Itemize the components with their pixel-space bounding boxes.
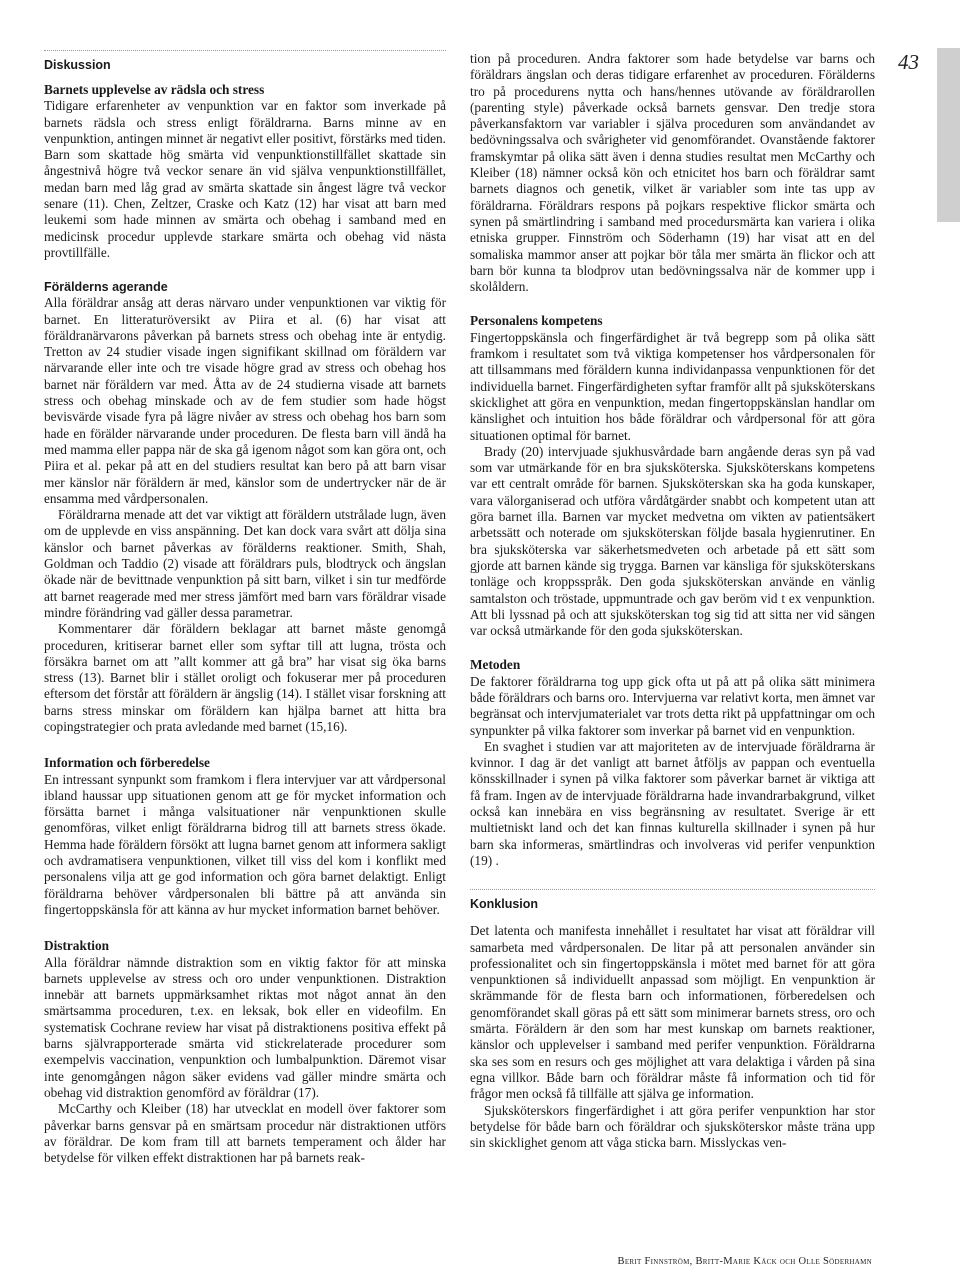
- section-title-diskussion: Diskussion: [44, 58, 111, 72]
- paragraph: Det latenta och manifesta innehållet i resultatet har visat att föräldrar vill samarbeta med vårdpersonalen. De litar på att personalen använder sin professionalitet och sin fingertoppskänsla i mötet med barnet för att göra venpunktionen så individuellt anpassad som möjligt. En venpunktion är skrämmande för de flesta barn och informationen, förberedelsen och genomförandet skall göras på ett sätt som minimerar barnets stress, oro och smärta. Föräldern är den som har mest kunskap om barnets reaktioner, känslor och upplevelser i samband med perifer venpunktion. Föräldrarna ska ses som en resurs och ges möjlighet att vara delaktiga i vården på sina egna villkor. Både barn och föräldrar måste få information och tid för frågor men också få tillfälle att själva ge information.: [470, 923, 875, 1102]
- paragraph: Fingertoppskänsla och fingerfärdighet är två begrepp som på olika sätt framkom i resultatet som två viktiga kompetenser hos vårdpersonalen för att tillsammans med föräldern kunna individanpassa venpunktionen för det individuella barnet. Fingerfärdigheten syftar framför allt på sjuksköterskans skicklighet att göra en venpunktion, medan fingertoppskänslan handlar om känslighet och intuition hos både föräldrar och vårdpersonal för att göra situationen optimal för barnet.: [470, 329, 875, 443]
- heading-metoden: Metoden: [470, 657, 521, 673]
- paragraph: De faktorer föräldrarna tog upp gick ofta ut på att på olika sätt minimera både föräldrars och barns oro. Intervjuerna var relativt korta, men ämnet var begränsat och intervjumaterialet var trots detta rikt på uppfattningar om och synpunkter på vilka faktorer som inverkar på barnet vid en venpunktion.: [470, 673, 876, 738]
- paragraph: Kommentarer där föräldern beklagar att barnet måste genomgå proceduren, kritiserar barnet eller som syftar till att lugna, trösta och försäkra barnet om att ”allt kommer att gå bra” har visat sig öka barns stress (13). Barnet blir i stället oroligt och fokuserar mer på proceduren eftersom det förstår att föräldern är ängslig (14). I stället visar forskning att barns stress minskar om föräldern kan hjälpa barnet att hitta bra copingstrategier och prata avledande med barnet (15,16).: [44, 621, 446, 734]
- right-column: [470, 0, 875, 1151]
- heading-distraktion: Distraktion: [44, 938, 110, 954]
- heading-barnets-upplevelse: Barnets upplevelse av rädsla och stress: [44, 82, 265, 97]
- paragraph: Alla föräldrar ansåg att deras närvaro under venpunktionen var viktig för barnet. En litteraturöversikt av Piira et al. (6) har visat att föräldranärvarons påverkan på barnets stress och obehag inte är entydig. Tretton av 24 studier visade ingen signifikant skillnad om föräldern var närvarande eller inte och tre visade högre grad av stress och obehag hos barnet när föräldern var med. Åtta av de 24 studierna visade att barnets stress och obehag minskade och av de fem studier som hade högst bevisvärde visade fyra på lägre nivåer av stress och obehag hos barn som hade en förälder närvarande under proceduren. De flesta barn vill ändå ha med mamma eller pappa när de ska gå igenom något som kan göra ont, och Piira et al. pekar på att en del studiers resultat kan bero på att barn visar mer känslor när föräldern är med, känslor som de undertrycker när de är ensamma med vårdpersonalen.: [44, 295, 446, 506]
- page-footer-authors: Berit Finnström, Britt-Marie Käck och Olle Söderhamn: [617, 1256, 872, 1267]
- paragraph: Föräldrarna menade att det var viktigt att föräldern utstrålade lugn, även om de upplevde en viss anspänning. Det kan dock vara svårt att dölja sina känslor och barnet påverkas av förälderns reaktioner. Smith, Shah, Goldman och Taddio (2) visade att föräldrars puls, blodtryck och ängslan ökade när de bevittnade venpunktion på sitt barn, vilket i sin tur medförde att barnet reagerade med mer stress jämfört med barn vars föräldrar visade mindre förändring vad gäller dessa parametrar.: [44, 507, 446, 620]
- paragraph: Tidigare erfarenheter av venpunktion var en faktor som inverkade på barnets rädsla och stress enligt föräldrarna. Barns minne av en venpunktion, antingen minnet är negativt eller positivt, förstärks med tiden. Barn som skattade hög smärta vid venpunktionstillfället skattade sin ångestnivå högre två veckor senare än vid själva venpunktionstillfället, medan barn med låg grad av smärta skattade sin ångest lägre två veckor senare (11). Chen, Zeltzer, Craske och Katz (12) har visat att barn med leukemi som hade minnen av smärta och obehag i samband med en medicinsk procedur upplevde starkare smärta och obehag vid nästa provtillfälle.: [44, 98, 446, 260]
- section-rule: [470, 889, 875, 890]
- paragraph: Brady (20) intervjuade sjukhusvårdade barn angående deras syn på vad som var utmärkande för en bra sjuksköterska. Sjuksköterskans kompetens var ett centralt område för barnen. Sjuksköterskan ska ha goda kunskaper, vara välorganiserad och utföra vårdåtgärder snabbt och kompetent utan att göra barnet illa. Barnen var mycket medvetna om vikten av patientsäkert arbetssätt och noterade om sjuksköterskan följde basala hygienrutiner. En bra sjuksköterska var säkerhetsmedveten och arbetade på ett sätt som gjorde att barnen kände sig trygga. Barnen var känsliga för sjuksköterskans tonläge och kroppsspråk. Den goda sjuksköterskan använde en vänlig samtalston och tröstade, uppmuntrade och gav beröm vid t ex venpunktion. Att bli lyssnad på och att sjuksköterskan tog sig tid att sitta ner vid sängen var också utmärkande för den goda sjuksköterskan.: [470, 443, 875, 639]
- paragraph: tion på proceduren. Andra faktorer som hade betydelse var barns och föräldrars ängslan och deras tidigare erfarenhet av proceduren. Förälderns tro på procedurens nytta och hans/hennes utövande av föräldrarollen (parenting style) påverkade också barnets gensvar. Den tredje stora påverkansfaktorn var variabler i själva proceduren som användandet av bedövningssalva och svårigheter vid genomförandet. Ovanstående faktorer framskymtar på olika sätt även i denna studies resultat men McCarthy och Kleiber (18) nämner också kön och etnicitet hos barn och föräldrar samt barnets diagnos och genetik, vilket är variabler som inte tas upp av föräldrarna. Föräldrars respons på pojkars respektive flickor smärta och synen på smärtlindring i samband med procedursmärta kan variera i olika etniska grupper. Finnström och Söderhamn (19) har visat att en del somaliska mammor anser att pojkar bör tåla mer smärta än flickor och att barn bör kunna ta blodprov utan bedövningssalva när de kommer upp i skolåldern.: [470, 51, 875, 295]
- heading-personalens-kompetens: Personalens kompetens: [470, 313, 603, 329]
- paragraph: En svaghet i studien var att majoriteten av de intervjuade föräldrarna är kvinnor. I dag är det vanligt att barnet åtföljs av pappan och eventuella könsskillnader i synen på vilka faktorer som påverkar barnet är viktiga att få fram. Ingen av de intervjuade föräldrarna hade invandrarbakgrund, vilket också kan innebära en viss begränsning av resultatet. Sverige är ett multietniskt land och det kan finnas kulturella skillnader i synen på hur barn ska informeras, smärtlindras och involveras vid perifer venpunktion (19) .: [470, 738, 875, 868]
- paragraph: En intressant synpunkt som framkom i flera intervjuer var att vårdpersonal ibland haussar upp situationen genom att ge för mycket information och försätta barnet i många valsituationer när venpunktionen skulle genomföras, vilket enligt föräldrarna bidrog till att barnets stress ökade. Hemma hade föräldern försökt att lugna barnet genom att informera sakligt och avdramatisera venpunktionen, vilket till viss del kom i konflikt med personalens vilja att ge god information och göra barnet delaktigt. Enligt föräldrarna behöver vårdpersonalen bli bättre på att använda sin fingertoppskänsla för att känna av hur mycket information barnet behöver.: [44, 771, 446, 917]
- section-rule: [44, 50, 446, 51]
- paragraph: Sjuksköterskors fingerfärdighet i att göra perifer venpunktion har stor betydelse för både barn och föräldrar och sjuksköterskor måste träna upp sin skicklighet genom att våga sticka barn. Misslyckas ven-: [470, 1102, 875, 1151]
- paragraph: McCarthy och Kleiber (18) har utvecklat en modell över faktorer som påverkar barns gensvar på en smärtsam procedur när distraktionen utförs av föräldrar. De kom fram till att barnets temperament och ålder har betydelse för vilken effekt distraktionen har på barnets reak-: [44, 1101, 446, 1166]
- heading-information: Information och förberedelse: [44, 755, 210, 771]
- paragraph: Alla föräldrar nämnde distraktion som en viktig faktor för att minska barnets upplevelse av stress och oro under venpunktionen. Distraktion innebär att barnets uppmärksamhet riktas mot något annat än den smärtsamma proceduren, t.ex. en leksak, bok eller en videofilm. En systematisk Cochrane review har visat på distraktionens positiva effekt på barns självrapporterade smärta vid stickrelaterade procedurer som exempelvis vaccination, venpunktion och lumbalpunktion. Däremot visar inte genomgången någon säker evidens vad gäller mindre smärta och obehag vid distraktion genomförd av föräldrar (17).: [44, 954, 446, 1100]
- section-title-konklusion: Konklusion: [470, 897, 539, 912]
- heading-forelderns-agerande: Förälderns agerande: [44, 280, 168, 295]
- chapter-tab-marker: [937, 48, 960, 222]
- left-column: [44, 0, 446, 1166]
- page-number: 43: [898, 50, 919, 74]
